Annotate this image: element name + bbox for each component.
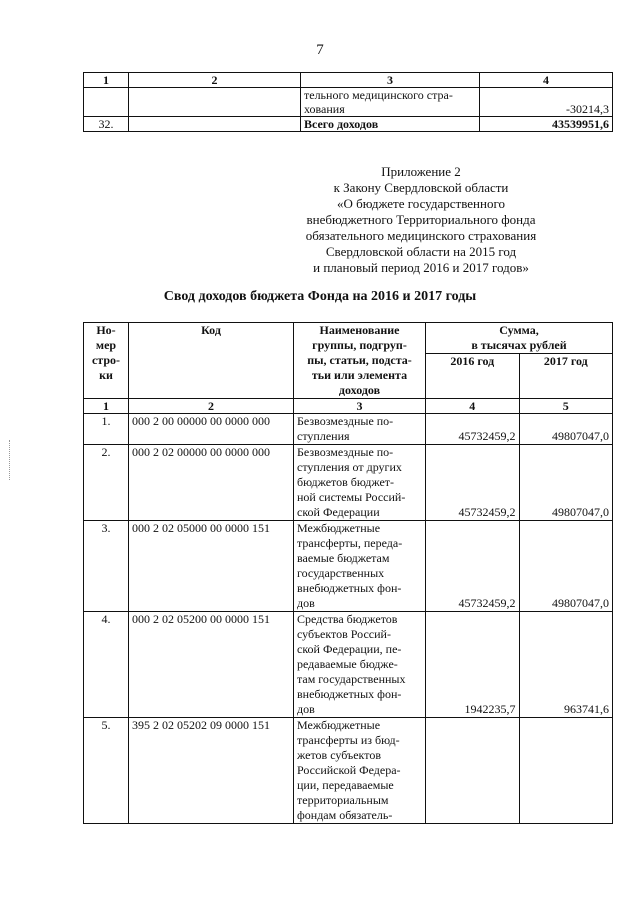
- row-amount-2016: 45732459,2: [426, 445, 520, 521]
- row-name-line: ступления от других: [297, 460, 402, 474]
- row-code: 395 2 02 05202 09 0000 151: [129, 718, 294, 824]
- appendix-line: к Закону Свердловской области: [333, 180, 509, 195]
- row-name-line: дов: [297, 596, 315, 610]
- row-name-line: Межбюджетные: [297, 718, 381, 732]
- appendix-header: [256, 164, 586, 276]
- row-name-line: бюджетов бюджет-: [297, 475, 395, 489]
- row-name: [301, 88, 480, 117]
- appendix-line: внебюджетного Территориального фонда: [306, 212, 536, 227]
- header-row-number: [84, 323, 129, 399]
- row-code: [129, 88, 301, 117]
- row-name-line: Средства бюджетов: [297, 612, 398, 626]
- row-name-line: хования: [304, 102, 345, 116]
- row-name: [294, 521, 426, 612]
- header-line: тьи или элемента: [311, 368, 408, 382]
- column-numbers-row: [84, 399, 613, 414]
- column-number: 4: [426, 399, 520, 414]
- row-amount-2017: [519, 718, 613, 824]
- row-amount-2016: [426, 718, 520, 824]
- appendix-line: «О бюджете государственного: [337, 196, 505, 211]
- row-name-line: дов: [297, 702, 315, 716]
- row-name-line: ской Федерации, пе-: [297, 642, 402, 656]
- header-line: Сумма,: [499, 323, 539, 337]
- header-line: группы, подгруп-: [312, 338, 407, 352]
- row-amount: -30214,3: [480, 88, 613, 117]
- row-name-line: трансферты из бюд-: [297, 733, 400, 747]
- row-name-line: ной системы Россий-: [297, 490, 406, 504]
- row-name-line: Безвозмездные по-: [297, 445, 394, 459]
- column-number: 3: [294, 399, 426, 414]
- row-amount-2017: 49807047,0: [519, 414, 613, 445]
- row-name: [294, 445, 426, 521]
- row-name-line: внебюджетных фон-: [297, 581, 402, 595]
- header-line: стро-: [91, 353, 121, 367]
- revenue-table: [83, 322, 613, 824]
- row-name-line: ваемые бюджетам: [297, 551, 390, 565]
- row-code: 000 2 02 05000 00 0000 151: [129, 521, 294, 612]
- row-amount-2016: 45732459,2: [426, 521, 520, 612]
- row-number: [84, 88, 129, 117]
- row-name-line: Российской Федера-: [297, 763, 401, 777]
- row-code: 000 2 00 00000 00 0000 000: [129, 414, 294, 445]
- header-year-2017: 2017 год: [519, 354, 613, 399]
- header-line: пы, статьи, подста-: [307, 353, 412, 367]
- row-code: 000 2 02 00000 00 0000 000: [129, 445, 294, 521]
- header-line: Наименование: [319, 323, 400, 337]
- header-name: [294, 323, 426, 399]
- table-title: Свод доходов бюджета Фонда на 2016 и 2017 годы: [163, 289, 477, 304]
- appendix-line: обязательного медицинского страхования: [305, 228, 537, 243]
- header-sum: [426, 323, 613, 354]
- row-amount-2017: 49807047,0: [519, 445, 613, 521]
- row-amount-2016: 1942235,7: [426, 612, 520, 718]
- column-number: 1: [84, 399, 129, 414]
- row-name-line: жетов субъектов: [297, 748, 381, 762]
- table-header-row: [84, 323, 613, 354]
- table-row: [84, 718, 613, 824]
- row-name: [294, 718, 426, 824]
- scan-margin-mark: [9, 440, 12, 480]
- row-name-line: трансферты, переда-: [297, 536, 403, 550]
- header-col-1: 1: [84, 73, 129, 88]
- continuation-table: [83, 72, 613, 132]
- header-year-2016: 2016 год: [426, 354, 520, 399]
- appendix-line: Приложение 2: [381, 164, 461, 179]
- row-name-line: Межбюджетные: [297, 521, 381, 535]
- row-name: [294, 414, 426, 445]
- header-line: мер: [95, 338, 117, 352]
- page-number: 7: [316, 42, 324, 58]
- row-number: 1.: [84, 414, 129, 445]
- row-amount-2017: 963741,6: [519, 612, 613, 718]
- row-number: 2.: [84, 445, 129, 521]
- table-row: [84, 414, 613, 445]
- header-col-3: 3: [301, 73, 480, 88]
- header-line: в тысячах рублей: [471, 338, 567, 352]
- header-code: Код: [129, 323, 294, 399]
- row-name-line: Безвозмездные по-: [297, 414, 394, 428]
- row-name-line: редаваемые бюдже-: [297, 657, 398, 671]
- row-code: 000 2 02 05200 00 0000 151: [129, 612, 294, 718]
- row-number: 3.: [84, 521, 129, 612]
- header-line: доходов: [338, 383, 381, 397]
- total-label: Всего доходов: [301, 117, 480, 132]
- row-name-line: субъектов Россий-: [297, 627, 391, 641]
- table-row: [84, 445, 613, 521]
- header-line: Но-: [96, 323, 116, 337]
- row-number: 5.: [84, 718, 129, 824]
- appendix-line: и плановый период 2016 и 2017 годов»: [313, 260, 529, 275]
- table-row: [84, 521, 613, 612]
- column-number: 5: [519, 399, 613, 414]
- total-row: [84, 117, 613, 132]
- row-name-line: ступления: [297, 429, 350, 443]
- row-name-line: внебюджетных фон-: [297, 687, 402, 701]
- row-amount-2016: 45732459,2: [426, 414, 520, 445]
- row-code: [129, 117, 301, 132]
- row-amount-2017: 49807047,0: [519, 521, 613, 612]
- row-name-line: ции, передаваемые: [297, 778, 394, 792]
- appendix-line: Свердловской области на 2015 год: [325, 244, 517, 259]
- total-amount: 43539951,6: [480, 117, 613, 132]
- row-name-line: тельного медицинского стра-: [304, 88, 453, 102]
- continuation-header-row: [84, 73, 613, 88]
- row-name-line: государственных: [297, 566, 385, 580]
- column-number: 2: [129, 399, 294, 414]
- row-name-line: ской Федерации: [297, 505, 380, 519]
- row-name: [294, 612, 426, 718]
- table-row: [84, 612, 613, 718]
- row-number: 32.: [84, 117, 129, 132]
- row-name-line: фондам обязатель-: [297, 808, 393, 822]
- row-number: 4.: [84, 612, 129, 718]
- header-line: ки: [99, 368, 113, 382]
- row-name-line: там государственных: [297, 672, 406, 686]
- row-name-line: территориальным: [297, 793, 389, 807]
- header-col-4: 4: [480, 73, 613, 88]
- header-col-2: 2: [129, 73, 301, 88]
- continuation-row: [84, 88, 613, 117]
